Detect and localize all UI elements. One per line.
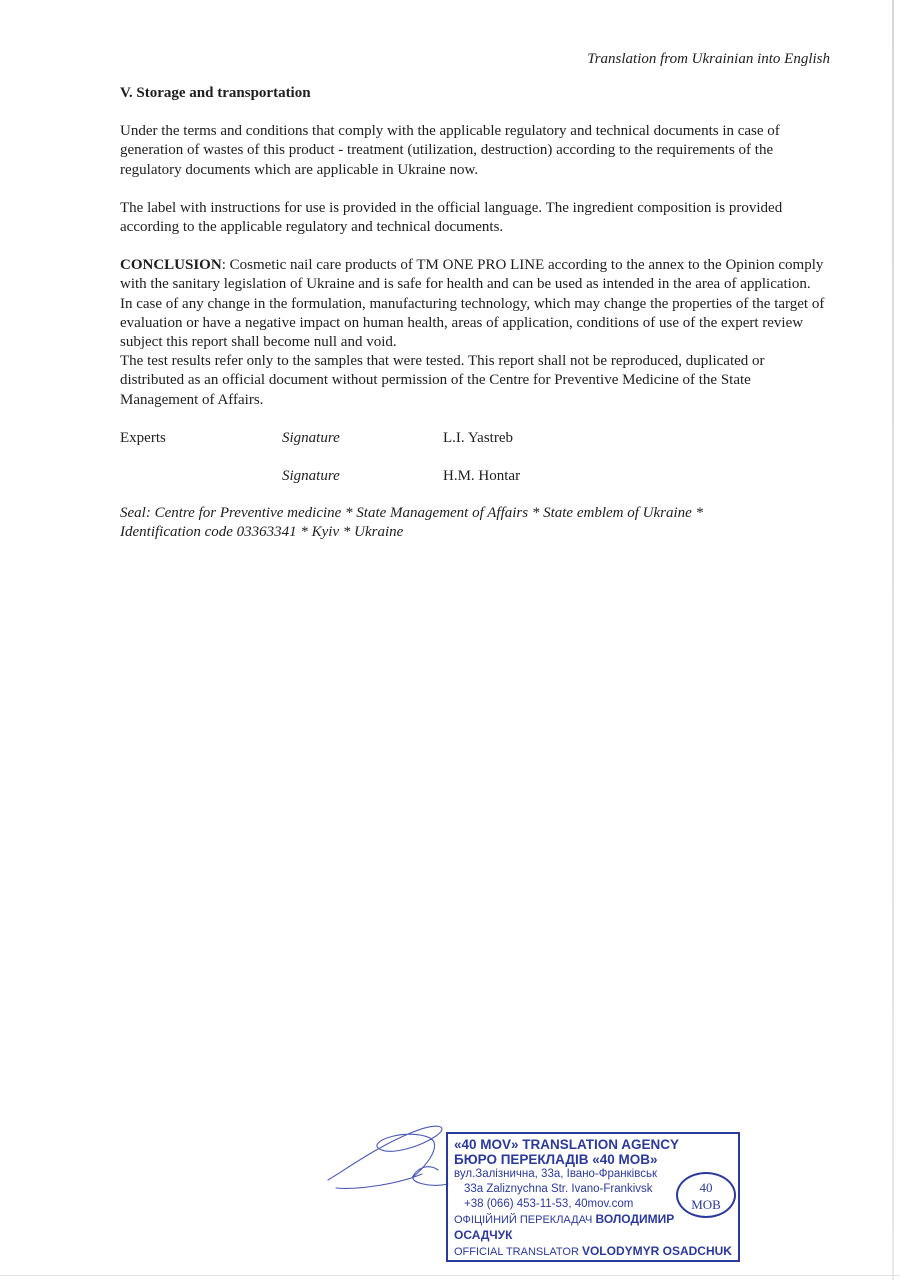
stamp-line-address-en: 33a Zaliznychna Str. Ivano-Frankivsk	[464, 1183, 653, 1195]
expert-row-1	[120, 429, 832, 448]
seal-note	[120, 504, 832, 542]
paragraph-results: The test results refer only to the samples that were tested. This report shall not be reproduced, duplicated or distributed as an official document without permission of the Centre for Preventive Medicine of the State Management of Affairs.	[120, 353, 765, 408]
expert-name-1: L.I. Yastreb	[443, 429, 513, 446]
paragraph-waste: Under the terms and conditions that comply with the applicable regulatory and technical documents in case of generation of wastes of this product - treatment (utilization, destruction) according to the requirements of the regulatory documents which are applicable in Ukraine now.	[120, 123, 780, 178]
paragraph-conclusion	[120, 256, 832, 294]
stamp-line-agency-en: «40 MOV» TRANSLATION AGENCY	[454, 1137, 680, 1152]
paragraph-label: The label with instructions for use is provided in the official language. The ingredient composition is provided according to the applicable regulatory and technical documents.	[120, 199, 783, 236]
stamp-line-address-ua: вул.Залізнична, 33а, Івано-Франківськ	[454, 1168, 657, 1180]
stamp-line-translator-ua: ОФІЦІЙНИЙ ПЕРЕКЛАДАЧ ВОЛОДИМИР ОСАДЧУК	[454, 1212, 675, 1242]
expert-name-2: H.M. Hontar	[443, 467, 521, 484]
signature-label-2: Signature	[282, 467, 340, 484]
translator-signature	[318, 1118, 458, 1198]
conclusion-label: CONCLUSION	[120, 257, 222, 274]
seal-note-line-2: Identification code 03363341 * Kyiv * Ukraine	[120, 524, 404, 541]
scan-edge	[892, 0, 894, 1280]
translation-agency-stamp	[446, 1132, 740, 1262]
stamp-line-agency-ua: БЮРО ПЕРЕКЛАДІВ «40 МОВ»	[454, 1152, 658, 1167]
agency-logo-icon: 40 МОВ	[676, 1172, 736, 1218]
conclusion-text: : Cosmetic nail care products of TM ONE PRO LINE according to the annex to the Opinion comply with the sanitary legislation of Ukraine and is safe for health and can be used as intended in the area of application.	[120, 257, 824, 293]
seal-note-line-1: Seal: Centre for Preventive medicine * State Management of Affairs * State emblem of Ukraine *	[120, 504, 704, 521]
stamp-line-translator-en: OFFICIAL TRANSLATOR VOLODYMYR OSADCHUK	[454, 1244, 732, 1258]
translation-note: Translation from Ukrainian into English	[587, 51, 830, 67]
stamp-line-contact: +38 (066) 453-11-53, 40mov.com	[464, 1198, 634, 1210]
paragraph-change: In case of any change in the formulation, manufacturing technology, which may change the properties of the target of evaluation or have a negative impact on human health, areas of application, conditions of use of the expert review subject this report shall become null and void.	[120, 295, 825, 351]
expert-row-2	[120, 467, 832, 486]
section-title: V. Storage and transportation	[120, 85, 311, 101]
signature-label-1: Signature	[282, 429, 340, 446]
document-body	[120, 84, 832, 542]
scan-edge-bottom	[0, 1275, 900, 1276]
experts-label: Experts	[120, 429, 166, 446]
